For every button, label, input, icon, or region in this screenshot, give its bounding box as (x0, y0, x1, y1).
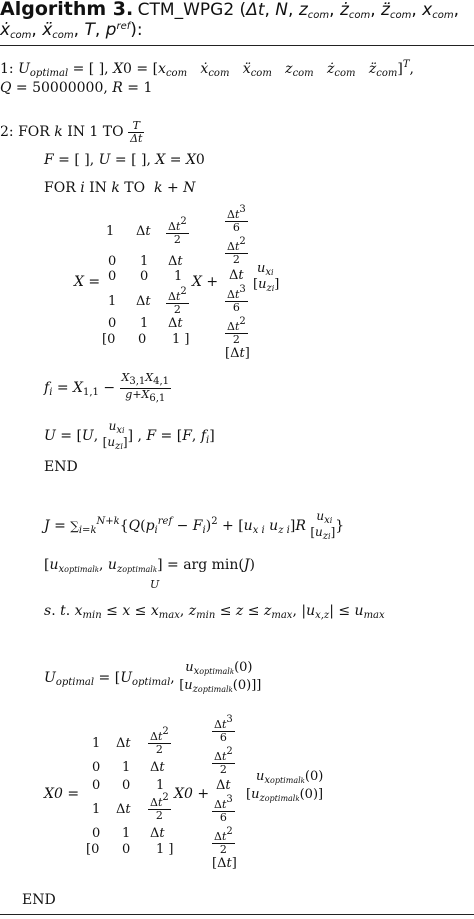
algorithm-label: Algorithm 3. (0, 0, 134, 20)
end-inner: END (44, 459, 78, 475)
step2-for-line: 2: FOR k IN 1 TO $\frac{T}{\Delta t}$ (0, 119, 143, 145)
u-optimal-equation: $U_{optimal} = [U_{optimal}$, $u_{xoptimalk}(0)$ $[u_{zoptimalk}(0)]$] (44, 660, 262, 695)
state-eq-lhs: X = (74, 274, 101, 290)
cost-function: $J = \sum_{i=k}^{N+k}\{Q(p_i^{ref} - F_i)^2 + [u_{x i}$ $u_{z i}]R$ $u_{xi}$ $[u_{zi}]$ } (44, 509, 345, 542)
state-eq-mid: X + (192, 274, 219, 290)
algorithm-header (0, 0, 459, 21)
footer-rule (0, 914, 474, 915)
argmin-under: U (150, 578, 160, 591)
algorithm-signature-line1: CTM_WPG2 (Δt, N, $z_{com}$, $ż_{com}$, $z̈_{com}$, $x_{com}$, (137, 0, 459, 21)
step1-line1: 1: $U_{optimal}$ = [ ], $X0 = [x_{com}$ ẋ$_{com}$ ẍ$_{com}$ $z_{com}$ $ż_{com}$ $z̈_{com}]^T$, (0, 59, 414, 79)
x0-eq-mid: X0 + (174, 786, 210, 802)
algorithm-signature-line2: ẋ$_{com}$, ẍ$_{com}$, T, $p^{ref}$): (0, 20, 143, 41)
step1-line2: Q = 50000000, R = 1 (0, 80, 153, 96)
end-outer: END (22, 892, 56, 908)
f-equation: $f_i = X_{1,1}$ − $\frac{X3,1X4,1}{g+X6,1}$ (44, 371, 170, 404)
header-rule (0, 45, 474, 46)
inner-for-line: FOR i IN k TO k + N (44, 180, 196, 196)
constraints: s. t. $x_{min} \le x \le x_{max}$, $z_{min} \le z \le z_{max}$, $|u_{x,z}| \le u_{max}$ (44, 603, 385, 621)
step2-init-line: F = [ ], U = [ ], X = X0 (44, 152, 205, 168)
x0-eq-lhs: X0 = (44, 786, 80, 802)
argmin-equation: [$u_{xoptimalk}$, $u_{zoptimalk}$] = arg min(J) (44, 557, 255, 575)
update-equation: U = [U, $u_{xi}$ $[u_{zi}]$ ] , F = [F, $f_i$] (44, 419, 215, 452)
